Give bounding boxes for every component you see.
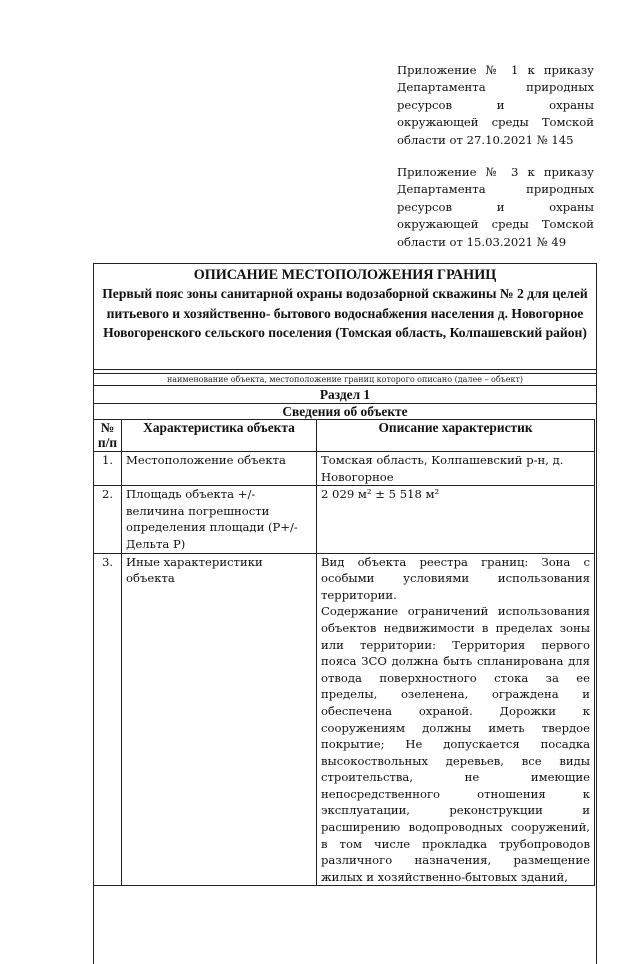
info-title: Сведения об объекте — [94, 403, 596, 419]
boundary-description-form — [93, 263, 597, 964]
row-characteristic: Площадь объекта +/- величина погрешности определения площади (Р+/- Дельта Р) — [122, 486, 317, 553]
object-type-text: Вид объекта реестра границ: Зона с особыми условиями использования территории. — [321, 554, 590, 602]
row-description — [317, 553, 595, 886]
row-number: 3. — [94, 553, 122, 886]
appendix-note-2: Приложение № 3 к приказу Департамента природных ресурсов и охраны окружающей среды Томской области от 15.03.2021 № 49 — [397, 165, 594, 249]
document-title: ОПИСАНИЕ МЕСТОПОЛОЖЕНИЯ ГРАНИЦ — [193, 267, 497, 283]
object-caption: наименование объекта, местоположение границ которого описано (далее – объект) — [94, 373, 596, 385]
appendix-note-1: Приложение № 1 к приказу Департамента природных ресурсов и охраны окружающей среды Томской области от 27.10.2021 № 145 — [397, 63, 594, 147]
table-row — [94, 486, 595, 553]
row-characteristic: Иные характеристики объекта — [122, 553, 317, 886]
row-description: 2 029 м² ± 5 518 м² — [317, 486, 595, 553]
object-info-table — [93, 419, 595, 886]
table-row — [94, 452, 595, 486]
restrictions-text: Содержание ограничений использования объектов недвижимости в пределах зоны или территории: Территория первого пояса ЗСО должна быть спланирована для отвода поверхностного стока за ее пределы, озеленена, ограждена и обеспечена охраной. Дорожки к сооружениям должны иметь твердое покрытие; Не допускается посадка высокоствольных деревьев, все виды строительства, не имеющие непосредственного отношения к эксплуатации, реконструкции и расширению водопроводных сооружений, в том числе прокладка трубопроводов различного назначения, размещение жилых и хозяйственно-бытовых зданий, — [321, 604, 590, 884]
table-header-row — [94, 420, 595, 452]
column-header-number: № п/п — [94, 420, 122, 452]
table-row — [94, 553, 595, 886]
column-header-characteristic: Характеристика объекта — [122, 420, 317, 452]
title-block — [94, 264, 596, 366]
row-description: Томская область, Колпашевский р-н, д. Новогорное — [317, 452, 595, 486]
row-characteristic: Местоположение объекта — [122, 452, 317, 486]
section-title: Раздел 1 — [94, 385, 596, 403]
column-header-description: Описание характеристик — [317, 420, 595, 452]
row-number: 1. — [94, 452, 122, 486]
row-number: 2. — [94, 486, 122, 553]
object-name: Первый пояс зоны санитарной охраны водозаборной скважины № 2 для целей питьевого и хозяйственно- бытового водоснабжения населения д. Новогорное Новогоренского сельского поселения (Томская область, Колпашевский район) — [102, 286, 588, 341]
